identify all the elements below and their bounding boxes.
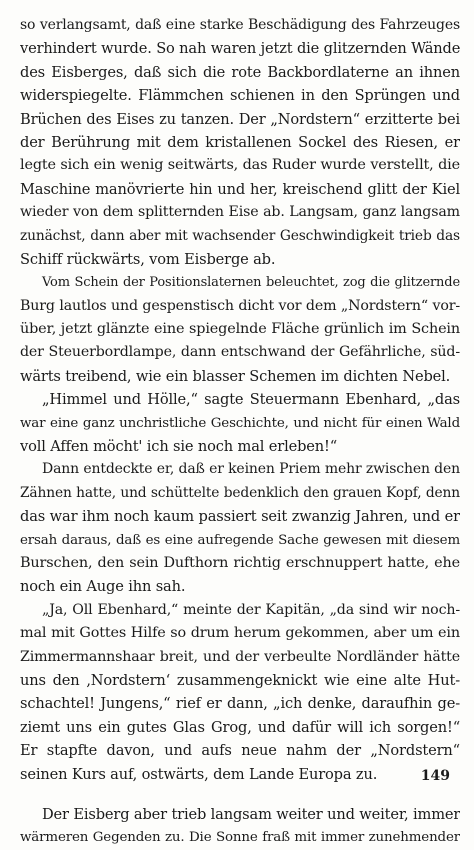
paragraph — [20, 803, 460, 850]
text-line: der Berührung mit dem kristallenen Sockel des Riesen, er — [20, 133, 460, 151]
text-line: Schiff rückwärts, vom Eisberge ab. — [20, 250, 276, 268]
paragraph — [20, 599, 460, 786]
text-line: noch ein Auge ihn sah. — [20, 578, 186, 596]
text-line: das war ihm noch kaum passiert seit zwanzig Jahren, und er — [20, 508, 460, 526]
paragraph — [20, 271, 460, 388]
text-line: wärmeren Gegenden zu. Die Sonne fraß mit immer zunehmender — [20, 830, 460, 846]
text-line: Er stapfte davon, und aufs neue nahm der „Nordstern“ — [20, 742, 460, 760]
text-line: so verlangsamt, daß eine starke Beschädigung des Fahrzeuges — [20, 17, 460, 33]
text-line: der Steuerbordlampe, dann entschwand der Gefährliche, süd- — [20, 344, 460, 361]
text-line: wieder von dem splitternden Eise ab. Langsam, ganz langsam — [20, 204, 460, 221]
text-line: voll Affen möcht' ich sie noch mal erleben!“ — [20, 438, 338, 456]
text-line: mal mit Gottes Hilfe so drum herum gekommen, aber um ein — [20, 625, 460, 642]
page-number: 149 — [420, 768, 450, 784]
text-line: ersah daraus, daß es eine aufregende Sache gewesen mit diesem — [20, 532, 460, 548]
text-line: des Eisberges, daß sich die rote Backbordlaterne an ihnen — [20, 63, 460, 81]
text-line: Dann entdeckte er, daß er keinen Priem mehr zwischen den — [42, 461, 460, 478]
text-line: uns den ‚Nordstern‘ zusammengeknickt wie eine alte Hut- — [20, 671, 460, 689]
text-line: zunächst, dann aber mit wachsender Geschwindigkeit trieb das — [20, 227, 460, 244]
text-line: über, jetzt glänzte eine spiegelnde Fläche grünlich im Schein — [20, 321, 460, 338]
text-line: Maschine manövrierte hin und her, kreischend glitt der Kiel — [20, 180, 460, 198]
text-line: Zähnen hatte, und schüttelte bedenklich den grauen Kopf, denn — [20, 484, 460, 501]
text-line: ziemt uns ein gutes Glas Grog, und dafür will ich sorgen!“ — [20, 718, 460, 736]
text-line: Zimmermannshaar breit, und der verbeulte Nordländer hätte — [20, 648, 460, 665]
text-line: wärts treibend, wie ein blasser Schemen im dichten Nebel. — [20, 367, 451, 385]
paragraph — [20, 14, 460, 271]
text-line: „Himmel und Hölle,“ sagte Steuermann Ebenhard, „das — [42, 391, 460, 409]
text-line: Der Eisberg aber trieb langsam weiter und weiter, immer — [42, 805, 460, 823]
body-text — [20, 14, 460, 850]
text-line: war eine ganz unchristliche Geschichte, und nicht für einen Wald — [20, 415, 460, 431]
text-line: „Ja, Oll Ebenhard,“ meinte der Kapitän, „da sind wir noch- — [42, 601, 460, 618]
text-line: Brüchen des Eises zu tanzen. Der „Nordstern“ erzitterte bei — [20, 110, 460, 128]
paragraph-gap — [20, 786, 460, 803]
text-line: Burg lautlos und gespenstisch dicht vor dem „Nordstern“ vor- — [20, 297, 460, 314]
text-line: verhindert wurde. So nah waren jetzt die glitzernden Wände — [20, 40, 460, 58]
text-line: Burschen, den sein Dufthorn richtig erschnuppert hatte, ehe — [20, 554, 460, 571]
paragraph — [20, 458, 460, 598]
text-line: widerspiegelte. Flämmchen schienen in den Sprüngen und — [20, 87, 460, 105]
text-line: Vom Schein der Positionslaternen beleuchtet, zog die glitzernde — [42, 275, 460, 291]
text-line: seinen Kurs auf, ostwärts, dem Lande Europa zu. — [20, 765, 378, 783]
text-line: schachtel! Jungens,“ rief er dann, „ich denke, daraufhin ge- — [20, 695, 460, 713]
paragraph — [20, 388, 460, 458]
text-line: legte sich ein wenig seitwärts, das Ruder wurde verstellt, die — [20, 157, 460, 174]
